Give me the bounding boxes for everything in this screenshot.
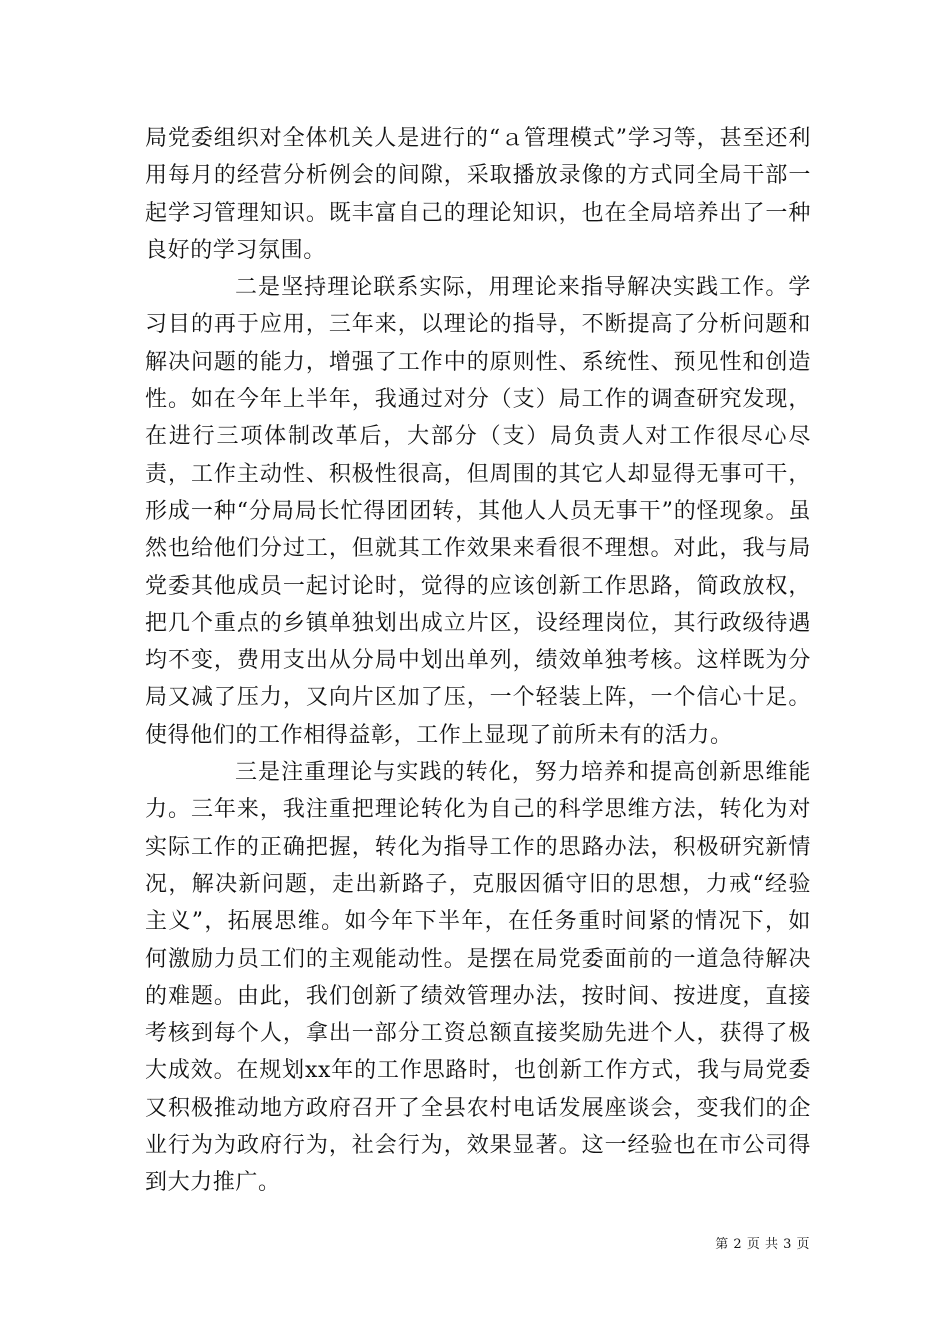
body-text xyxy=(145,120,811,1202)
page-number-footer: 第 2 页 共 3 页 xyxy=(715,1237,810,1252)
paragraph-point-three: 三是注重理论与实践的转化，努力培养和提高创新思维能力。三年来，我注重把理论转化为自己的科学思维方法，转化为对实际工作的正确把握，转化为指导工作的思路办法，积极研究新情况，解决新问题，走出新路子，克服因循守旧的思想，力戒“经验主义”，拓展思维。如今年下半年，在任务重时间紧的情况下，如何激励力员工们的主观能动性。是摆在局党委面前的一道急待解决的难题。由此，我们创新了绩效管理办法，按时间、按进度，直接考核到每个人，拿出一部分工资总额直接奖励先进个人，获得了极大成效。在规划xx年的工作思路时，也创新工作方式，我与局党委又积极推动地方政府召开了全县农村电话发展座谈会，变我们的企业行为为政府行为，社会行为，效果显著。这一经验也在市公司得到大力推广。 xyxy=(145,760,811,1196)
paragraph-continuation: 局党委组织对全体机关人是进行的“ａ管理模式”学习等，甚至还利用每月的经营分析例会的间隙，采取播放录像的方式同全局干部一起学习管理知识。既丰富自己的理论知识，也在全局培养出了一种良好的学习氛围。 xyxy=(145,126,811,263)
paragraph-point-two: 二是坚持理论联系实际，用理论来指导解决实践工作。学习目的再于应用，三年来，以理论的指导，不断提高了分析问题和解决问题的能力，增强了工作中的原则性、系统性、预见性和创造性。如在今年上半年，我通过对分（支）局工作的调查研究发现，在进行三项体制改革后，大部分（支）局负责人对工作很尽心尽责，工作主动性、积极性很高，但周围的其它人却显得无事可干，形成一种“分局局长忙得团团转，其他人人员无事干”的怪现象。虽然也给他们分过工，但就其工作效果来看很不理想。对此，我与局党委其他成员一起讨论时，觉得的应该创新工作思路，简政放权，把几个重点的乡镇单独划出成立片区，设经理岗位，其行政级待遇均不变，费用支出从分局中划出单列，绩效单独考核。这样既为分局又减了压力，又向片区加了压，一个轻装上阵，一个信心十足。使得他们的工作相得益彰，工作上显现了前所未有的活力。 xyxy=(145,275,811,748)
